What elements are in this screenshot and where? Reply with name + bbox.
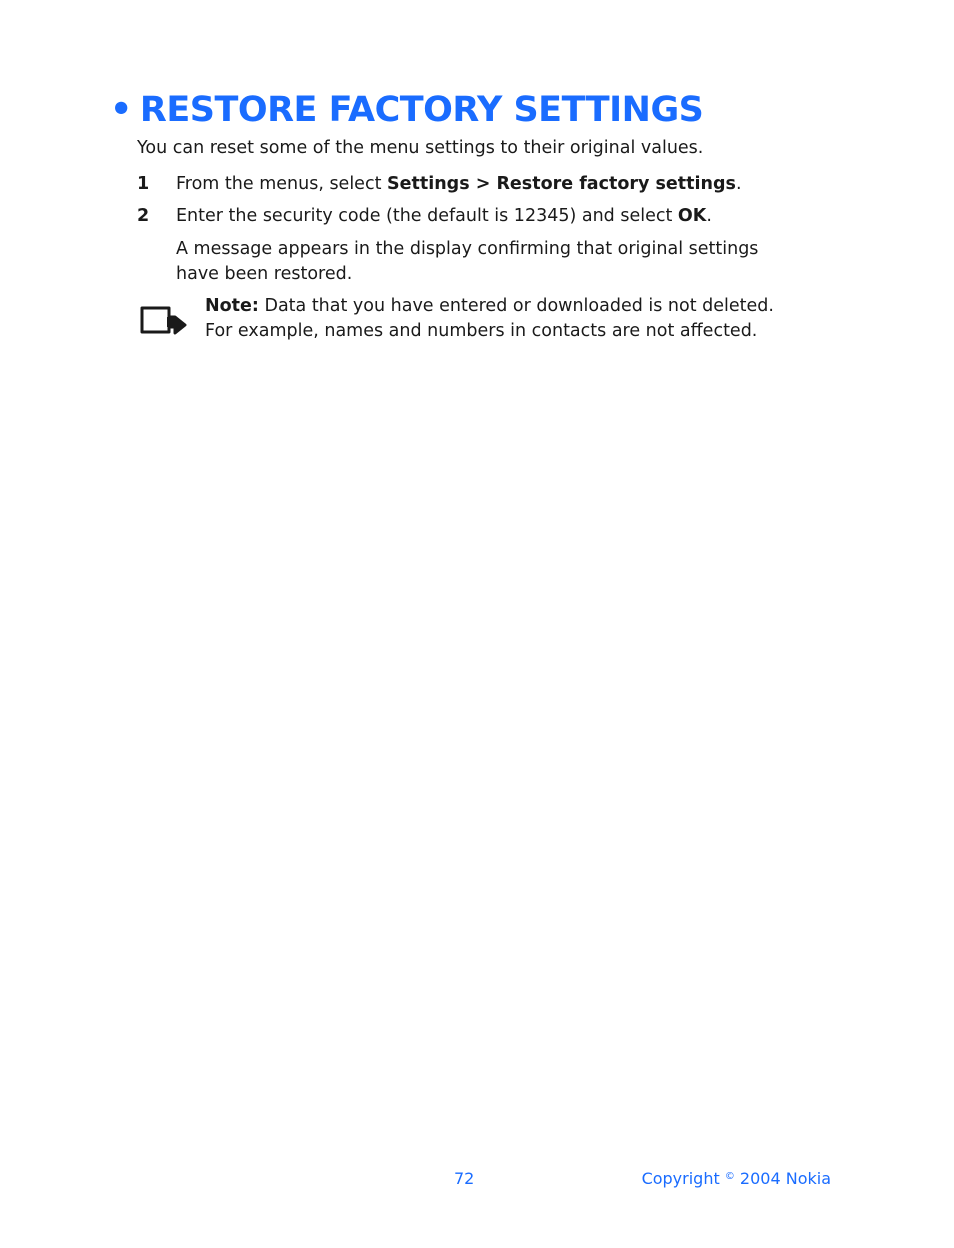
copyright-notice — [642, 1169, 831, 1188]
copyright-suffix: 2004 Nokia — [734, 1169, 831, 1188]
step-2-result: A message appears in the display confirming that original settings have been restored. — [176, 239, 759, 284]
page-title — [110, 86, 703, 134]
step-1-menu-path: Settings > Restore factory settings — [387, 174, 736, 194]
heading-text: RESTORE FACTORY SETTINGS — [139, 90, 704, 130]
note-paragraph — [205, 294, 805, 344]
intro-paragraph: You can reset some of the menu settings to their original values. — [137, 138, 704, 158]
copyright-prefix: Copyright — [641, 1169, 725, 1188]
step-2-ok-label: OK — [677, 206, 707, 226]
step-1-text — [176, 172, 742, 197]
step-1-number: 1 — [137, 174, 150, 194]
copyright-symbol: © — [724, 1171, 735, 1182]
step-2-number: 2 — [137, 206, 150, 226]
step-1-text-before: From the menus, select — [176, 174, 387, 194]
step-1-text-after: . — [735, 174, 742, 194]
note-label: Note: — [205, 296, 259, 316]
note-body: Data that you have entered or downloaded is not deleted. For example, names and numbers in contacts are not affected. — [205, 296, 774, 341]
page-number: 72 — [454, 1169, 475, 1188]
step-2-text-before: Enter the security code (the default is 12345) and select — [176, 206, 678, 226]
note-icon — [139, 305, 189, 337]
step-2-text-after: . — [706, 206, 712, 226]
heading-bullet: • — [110, 90, 132, 130]
step-2-text — [176, 204, 712, 229]
